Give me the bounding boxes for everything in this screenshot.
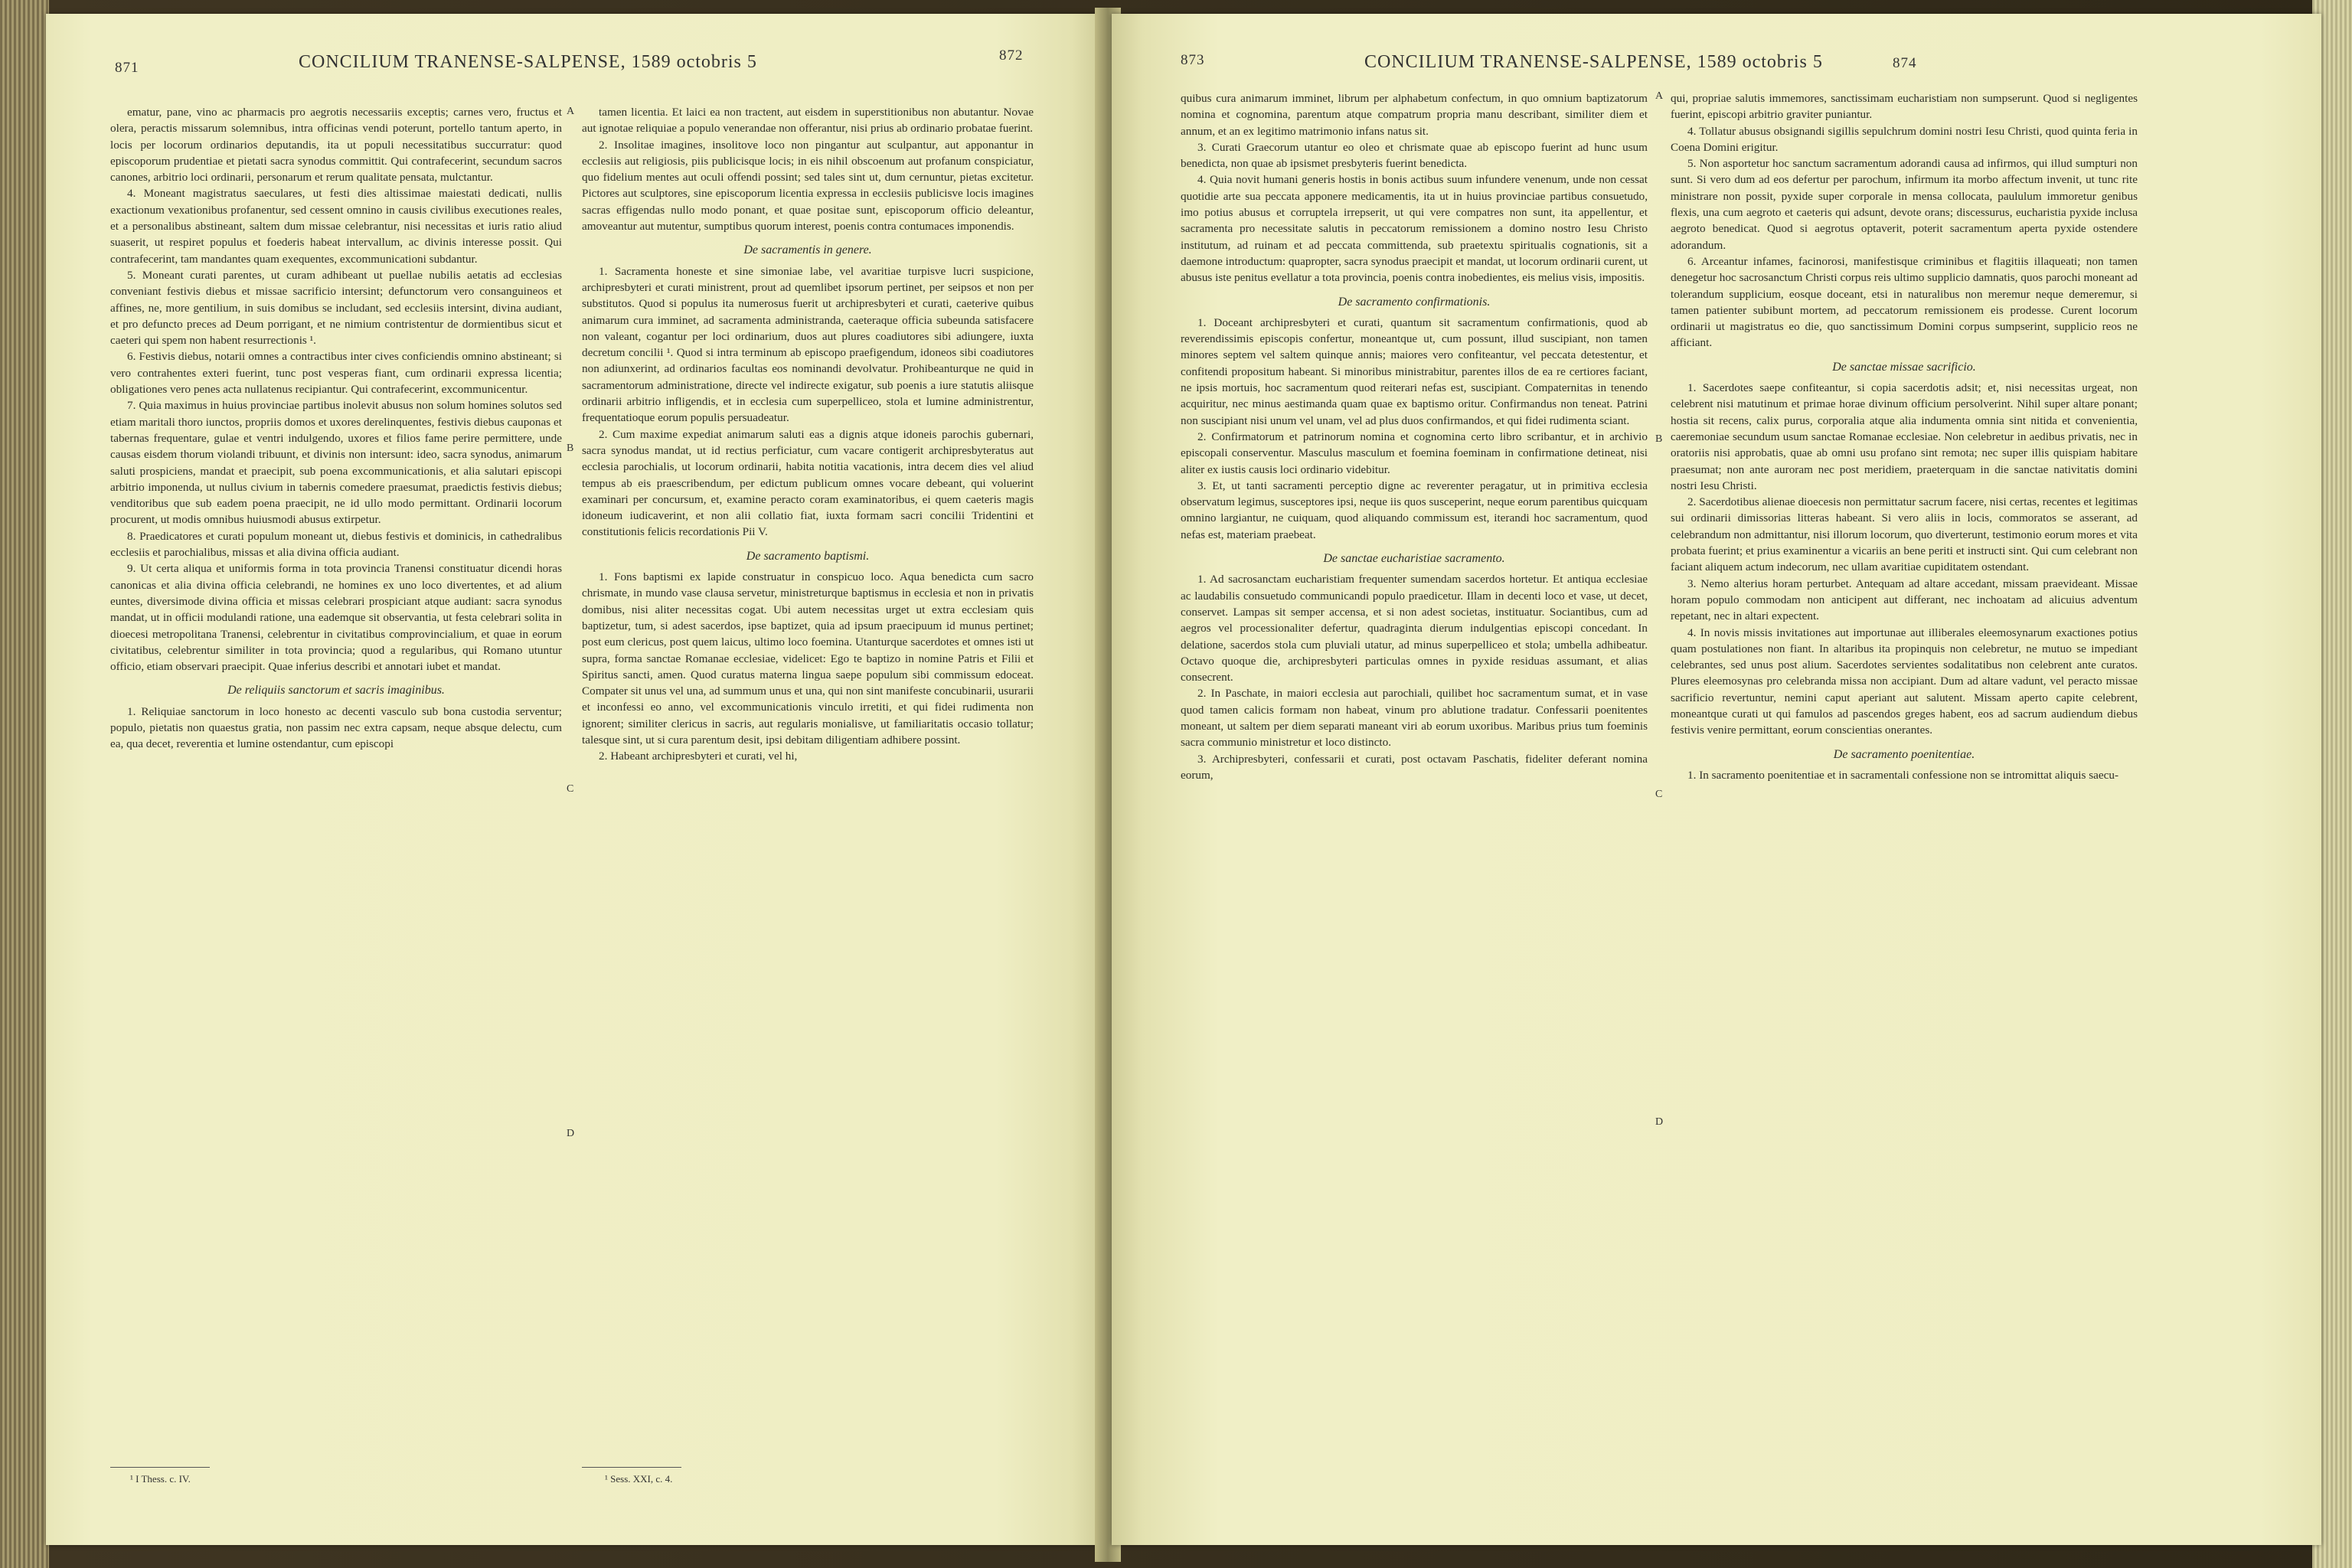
paragraph: 2. Confirmatorum et patrinorum nomina et cognomina certo libro scribantur, et in archivio episcopali conserventur. Masculus masculum et foemina foeminam in confirmatione detineat, nisi aliter ex iustis causis loci ordinario videbitur. — [1181, 430, 1648, 476]
paragraph: 3. Curati Graecorum utantur eo oleo et chrismate quae ab episcopo fuerint ad hunc usum benedicta, non quae ab ipsismet presbyteris fuerint benedicta. — [1181, 140, 1648, 171]
left-column-1 — [110, 104, 562, 753]
left-footnote-2: ¹ Sess. XXI, c. 4. — [605, 1473, 673, 1485]
paragraph: 2. Cum maxime expediat animarum saluti eas a dignis atque idoneis parochis gubernari, sacra synodus mandat, ut id rectius perficiatur, cum vacare contigerit archipresbyteratus aut ecclesia parochialis, ut locorum ordinarii, habita notitia vacationis, intra decem dies vel aliud tempus ab eis praescribendum, per edictum publicum omnes vocare debeant, qui voluerint examinari per concursum, et, examine peracto coram examinatoribus, ei quem caeteris magis idoneum iudicaverint, et non alii collatio fiat, iuxta formam sacri concilii Tridentini et constitutionis felicis recordationis Pii V. — [582, 427, 1034, 539]
paragraph: tamen licentia. Et laici ea non tractent, aut eisdem in superstitionibus non abutantur. Novae aut ignotae reliquiae a populo venerandae non offerantur, nisi prius ab ordinario probatae fuerint. — [582, 106, 1034, 136]
paragraph: 1. Doceant archipresbyteri et curati, quantum sit sacramentum confirmationis, quod ab reverendissimis episcopis confertur, moneantque ut, cum possunt, illud suscipiant, non tamen minores septem vel saltem quinque annis; maiores vero confiteantur, vel peccata detestentur, et confitendi propositum habeant. Si minoribus ministrabitur, parentes illos de ea re certiores faciant, ne ipsis mortuis, hoc sacramentum quod reiterari nefas est, suscipiant. Compaternitas in tenendo acquiritur, nec minus aestimanda quam quae ex baptismo oritur. Confirmandus non teneat. Patrini non suscipiant nisi unum vel unam, vel ad plus duos confirmandos, et qui fidei rudimenta sciant. — [1181, 315, 1648, 427]
paragraph: 2. Insolitae imagines, insolitove loco non pingantur aut sculpantur, aut apponantur in ecclesiis aut religiosis, piis publicisque locis; in eis nihil obscoenum aut profanum conspiciatur, quo fidelium mentes aut oculi offendi possint; sed tales sint ut, dum cernuntur, pietas excitetur. Pictores aut sculptores, sine episcoporum licentia expressa in ecclesiis publicisve locis imagines sacras effigendas nullo modo ponant, et quae positae sunt, episcoporum officio deleantur, amoveantur aut mutentur, sumptibus quorum interest, poenis contra contumaces imponendis. — [582, 138, 1034, 234]
margin-letter-b: B — [567, 443, 574, 454]
paragraph: quibus cura animarum imminet, librum per alphabetum confectum, in quo omnium baptizatorum nomina et cognomina, parentum atque compatrum propria manu describant, similiter diem et annum, et an ex legitimo matrimonio infans natus sit. — [1181, 92, 1648, 138]
section-heading: De sacramento poenitentiae. — [1833, 747, 1975, 761]
paragraph: 5. Non asportetur hoc sanctum sacramentum adorandi causa ad infirmos, qui illud sumpturi non sunt. Si vero dum ad eos defertur per parochum, infirmum ita morbo affectum invenit, ut tunc rite ministrare non possit, pyxide super corporale in mensa collocata, paululum immoretur genibus flexis, una cum aegroto et caeteris qui adsunt, devote orans; discessurus, eucharistia pyxide inclusa aegroto benedicat. Quod si aegrotus optaverit, poterit sacramentum aperta pyxide ostendere adorandum. — [1671, 157, 2138, 252]
paragraph: 3. Et, ut tanti sacramenti perceptio digne ac reverenter peragatur, ut in primitiva ecclesia observatum legimus, susceptores ipsi, neque iis quos susceperint, neque eorum parentibus quicquam omnino largiantur, ne cuiquam, quod aliquando commissum est, iterandi hoc sacramentum, quod nefas est, materiam praebeat. — [1181, 479, 1648, 541]
paragraph: 6. Festivis diebus, notarii omnes a contractibus inter cives conficiendis omnino abstineant; si vero contrahentes exteri fuerint, tunc post vesperas fiant, cum ordinarii expressa licentia; obligationes vero penes acta nullatenus recipiantur. Qui contrafecerint, excommunicentur. — [110, 350, 562, 397]
left-running-title: CONCILIUM TRANENSE-SALPENSE, 1589 octobris 5 — [299, 52, 757, 72]
paragraph: 3. Archipresbyteri, confessarii et curati, post octavam Paschatis, fideliter deferant nomina eorum, — [1181, 752, 1648, 782]
section-heading: De sanctae missae sacrificio. — [1832, 360, 1976, 374]
right-page — [1112, 14, 2321, 1545]
margin-letter-d: D — [567, 1128, 575, 1139]
paragraph: 2. Sacerdotibus alienae dioecesis non permittatur sacrum facere, nisi certas, recentes et legitimas sui ordinarii dimissorias litteras habeant. Si vero aliis in locis, commoratos se asserant, ad celebrandum non admittantur, nisi illorum locorum, quo diverterunt, testimonio eorum mores et vita probata fuerint; et prius examinentur a vicariis an bene periti et instructi sint. Qui cum celebrant non faciant aliquem actum indecorum, nec ullam avaritiae cupiditatem ostendant. — [1671, 495, 2138, 574]
right-column-2 — [1671, 90, 2138, 783]
paragraph: 9. Ut certa aliqua et uniformis forma in tota provincia Tranensi constituatur dicendi horas canonicas et alia divina officia celebrandi, ne homines ex uno loco divertentes, et ad alium euntes, diversimode divina officia et missas celebrari prospiciant atque audiant: sacra synodus mandat, ut in officii modulandi ratione, una eademque sit observantia, ut festa celebrari solita in dioecesi metropolitana Tranensi, celebrentur in civitatibus comprovincialium, et quae in eorum civitatibus, celebrentur similiter in tota provincia; quod a regularibus, qui Romano utuntur officio, etiam observari praecipit. Quae inferius describi et annotari iubet et mandat. — [110, 562, 562, 674]
paragraph: qui, propriae salutis immemores, sanctissimam eucharistiam non sumpserunt. Quod si negligentes fuerint, episcopi arbitrio graviter puniantur. — [1671, 92, 2138, 122]
paragraph: 4. Moneant magistratus saeculares, ut festi dies altissimae maiestati dedicati, nullis exactionum vexationibus profanentur, sed cessent omnino in causis civilibus executiones reales, et a personalibus abstineant, saltem dum missae celebrantur, nisi necessitas et iuris ratio aliud suaserit, ut respiret populus et foederis habeat intervallum, ac divinis interesse possit. Qui contrafecerint, tam mandantes quam exequentes, excommunicationi subdantur. — [110, 187, 562, 266]
margin-letter-c: C — [1655, 789, 1663, 800]
paragraph: 8. Praedicatores et curati populum moneant ut, diebus festivis et dominicis, in cathedralibus ecclesiis et parochialibus, missas et alia divina officia audiant. — [110, 529, 562, 560]
paragraph: 2. Habeant archipresbyteri et curati, vel hi, — [599, 750, 798, 763]
paragraph: 5. Moneant curati parentes, ut curam adhibeant ut puellae nubilis aetatis ad ecclesias conveniant festivis diebus et missae sacrificio intersint; defunctorum vero consanguineos et affines, ne, more gentilium, in suis domibus se includant, sed ecclesiis intersint, divina audiant, et pro defuncto preces ad Deum porrigant, et ne nimium contristentur de dormientibus sicut et caeteri qui spem non habent resurrectionis ¹. — [110, 268, 562, 348]
paragraph: 1. Fons baptismi ex lapide construatur in conspicuo loco. Aqua benedicta cum sacro chrismate, in mundo vase clausa servetur, ministreturque baptismus in ecclesia et non in privatis domibus, nisi aliter necessitas cogat. Ubi autem necessitas urget ut extra ecclesiam quis baptizetur, tum, si adest sacerdos, ipse baptizet, quia ad ipsum praecipuum id munus pertinet; post eum clericus, post quem laicus, ultimo loco foemina. Utanturque sacerdotes et omnes isti ut supra, forma sanctae Romanae ecclesiae, videlicet: Ego te baptizo in nomine Patris et Filii et Spiritus sancti, amen. Quod curatus materna lingua saepe populum sibi commissum edoceat. Compater sit unus vel una, ad summum unus et una, qui non sint manifeste concubinarii, usurarii et inconfessi eo anno, vel excommunicationis vinculo irretiti, et qui fidei rudimenta non ignorent; similiter clericus in sacris, aut regularis monialisve, ut familiaritatis occasio tollatur; talesque sint, ut si cura parentum desit, ipsi debitam diligentiam adhibere possint. — [582, 570, 1034, 746]
paragraph: 1. Sacerdotes saepe confiteantur, si copia sacerdotis adsit; et, nisi necessitas urgeat, non celebrent nisi matutinum et primae horae divinum officium persolverint. Nihil super altare ponant; hostia sit recens, calix purus, corporalia atque alia indumenta omnia sint nitida et convenientia, caeremoniae secundum usum sanctae Romanae ecclesiae. Non celebretur in aedibus privatis, nec in oratoriis nisi approbatis, quae ab omni usu profano sint remota; nec super illis quispiam habitare praesumat; non ante auroram nec post meridiem, praeterquam in die sanctae nativitatis domini nostri Iesu Christi. — [1671, 381, 2138, 492]
left-page — [46, 14, 1102, 1545]
paragraph: 1. Ad sacrosanctam eucharistiam frequenter sumendam sacerdos hortetur. Et antiqua ecclesiae ac laudabilis consuetudo communicandi populo praedicetur. Illam in decenti loco et vase, ut decet, conservet. Lampas sit semper accensa, et si non adest societas, instituatur. Sociantibus, cum ad aegros vel processionaliter defertur, quadraginta dierum indulgentias episcopi concedant. In delatione, sacerdos stola cum pluviali utatur, ad minus superpelliceo et stola; umbella adhibeatur. Octavo quoque die, archipresbyteri particulas omnes in pyxide residuas assumant, et alias consecrent. — [1181, 573, 1648, 684]
section-heading: De reliquiis sanctorum et sacris imaginibus. — [227, 684, 445, 697]
right-page-number-874: 874 — [1893, 55, 1917, 71]
paragraph: 7. Quia maximus in huius provinciae partibus inolevit abusus non solum homines solutos sed etiam maritali thoro iunctos, propriis domos et uxores derelinquentes, festivis diebus cauponas et tabernas frequentare, gulae et ventri indulgendo, uxores et filios fame perire permittere, unde causas eisdem thorum violandi tribuunt, et divinis non intersunt: ideo, sacra synodus, animarum saluti prospiciens, mandat et praecipit, sub poena excommunicationis, et alia salutari episcopi arbitrio imponenda, ut nullus civium in tabernis comedere praesumat, praedictis festivis diebus; venditoribus que sub eadem poena praecipit, ne id ullo modo permittant. Ordinarii locorum procurent, ut modis omnibus huiusmodi abusus extirpetur. — [110, 399, 562, 527]
left-column-2 — [582, 104, 1034, 765]
margin-letter-a: A — [1655, 90, 1664, 102]
margin-letter-d: D — [1655, 1116, 1664, 1128]
footnote-rule — [582, 1467, 681, 1468]
paragraph: 1. Sacramenta honeste et sine simoniae labe, vel avaritiae turpisve lucri suspicione, archipresbyteri et curati ministrent, prout ad quemlibet ipsorum pertinet, per seipsos et non per substitutos. Quod si populus ita numerosus fuerit ut archipresbyteri et curati, caeterive quibus animarum cura imminet, ad sacramenta administranda, caeteraque officia subeunda satisfacere non valeant, cogantur per loci ordinarium, duos aut plures coadiutores sibi adiungere, iuxta decretum concilii ¹. Quod si intra terminum ab episcopo praefigendum, idoneos sibi coadiutores non adiunxerint, ad ordinarios facultas eos nominandi devolvatur. Prohibeanturque ne quid in sacramentorum administratione, directe vel indirecte exigatur, sub poenis a iure statutis aliisque ordinarii arbitrio infligendis, et in ecclesia cum superpelliceo, stola et lumine administrentur, frequentatioque eorum populis persuadeatur. — [582, 264, 1034, 425]
book-left-edge — [0, 0, 49, 1568]
section-heading: De sacramentis in genere. — [743, 243, 872, 257]
paragraph: 4. Tollatur abusus obsignandi sigillis sepulchrum domini nostri Iesu Christi, quod quinta feria in Coena Domini erigitur. — [1671, 124, 2138, 154]
paragraph: 4. Quia novit humani generis hostis in bonis actibus suum infundere venenum, unde non cessat quotidie arte sua peccata apponere medicamentis, ita ut in huius provinciae partibus consuetudo, imo potius abusus et corruptela irrepserit, ut qui vere compatres non sunt, ita appellentur, et sacramenta pro necessitate salutis in peccatorum remissionem a domino nostro Iesu Christo institutum, ad ruinam et ad peccata committenda, sub praetextu spiritualis cognationis, sit a daemone introductum: quapropter, sacra synodus praecipit et mandat, ut locorum ordinarii curent, ut abusus iste penitus evellatur a tota provincia, poenis contra inobedientes, eis melius visis, impositis. — [1181, 173, 1648, 285]
section-heading: De sacramento baptismi. — [746, 549, 870, 563]
footnote-rule — [110, 1467, 210, 1468]
paragraph: 1. In sacramento poenitentiae et in sacramentali confessione non se intromittat aliquis saecu- — [1687, 768, 2119, 782]
margin-letter-b: B — [1655, 433, 1663, 445]
paragraph: ematur, pane, vino ac pharmacis pro aegrotis necessariis exceptis; carnes vero, fructus et olera, peractis missarum solemnibus, intra officinas vendi poterunt, portello tantum aperto, in locis per locorum ordinarios deputandis, ita ut populi necessitatibus succurratur: quod episcoporum prudentiae et pietati sacra synodus committit. Qui contrafecerint, secundum sacros canones, arbitrio loci ordinarii, personarum et rerum qualitate pensata, mulctantur. — [110, 106, 562, 185]
left-page-number-871: 871 — [115, 60, 139, 76]
section-heading: De sanctae eucharistiae sacramento. — [1323, 552, 1505, 566]
paragraph: 2. In Paschate, in maiori ecclesia aut parochiali, quilibet hoc sacramentum sumat, et in vase quod tamen calicis formam non habeat, vinum pro ablutione tradatur. Confessarii poenitentes moneant, ut saltem per diem separati maneant viri ab eorum uxoribus. Maribus prius tum foeminis sacra communio ministretur et loco distincto. — [1181, 687, 1648, 750]
right-running-title: CONCILIUM TRANENSE-SALPENSE, 1589 octobris 5 — [1364, 52, 1823, 72]
left-footnote-1: ¹ I Thess. c. IV. — [130, 1473, 191, 1485]
section-heading: De sacramento confirmationis. — [1338, 295, 1491, 309]
left-page-number-872: 872 — [999, 47, 1024, 64]
paragraph: 4. In novis missis invitationes aut importunae aut illiberales eleemosynarum exactiones potius quam postulationes non fiant. In altaribus ita propinquis non celebretur, ne mutuo se impediant celebrantes, sed unus post alium. Sacerdotes servientes sodalitatibus non celebrent ante curatos. Plures eleemosynas pro celebranda missa non accipiant. Dum ad altare vadunt, vel peracto missae sacrificio revertuntur, nemini caput aperiant aut salutent. Missam aperto capite celebrent, moneantque curati ut qui famulos ad pascendos greges habent, eos ad sacrum audiendum diebus festivis venire permittant, eorum conscientias onerantes. — [1671, 626, 2138, 737]
right-column-1 — [1181, 90, 1648, 783]
margin-letter-a: A — [567, 106, 575, 117]
paragraph: 1. Reliquiae sanctorum in loco honesto ac decenti vasculo sub bona custodia serventur; populo, pietatis non quaestus gratia, non passim nec extra capsam, neque absque delectu, cum ea, qua decet, reverentia et lumine ostendantur, cum episcopi — [110, 704, 562, 751]
margin-letter-c: C — [567, 783, 574, 795]
right-page-number-873: 873 — [1181, 52, 1205, 68]
paragraph: 3. Nemo alterius horam perturbet. Antequam ad altare accedant, missam praevideant. Missae horam populo commodam non anticipent aut differant, nec inchoatam ad alicuius adventum repetant, nec in altari expectent. — [1671, 577, 2138, 623]
paragraph: 6. Arceantur infames, facinorosi, manifestisque criminibus et flagitiis illaqueati; non tamen denegetur hoc sacrosanctum Christi corpus reis ultimo supplicio damnatis, quos parochi moneant ad tolerandum supplicium, eosque doceant, etsi in naturalibus non meremur neque demeremur, si tamen patienter subibunt mortem, ad peccatorum remissionem eis prodesse. Curent locorum ordinarii ut magistratus eo die, quo sanctissimum Domini corpus sumpserint, supplicio reos ne afficiant. — [1671, 254, 2138, 350]
